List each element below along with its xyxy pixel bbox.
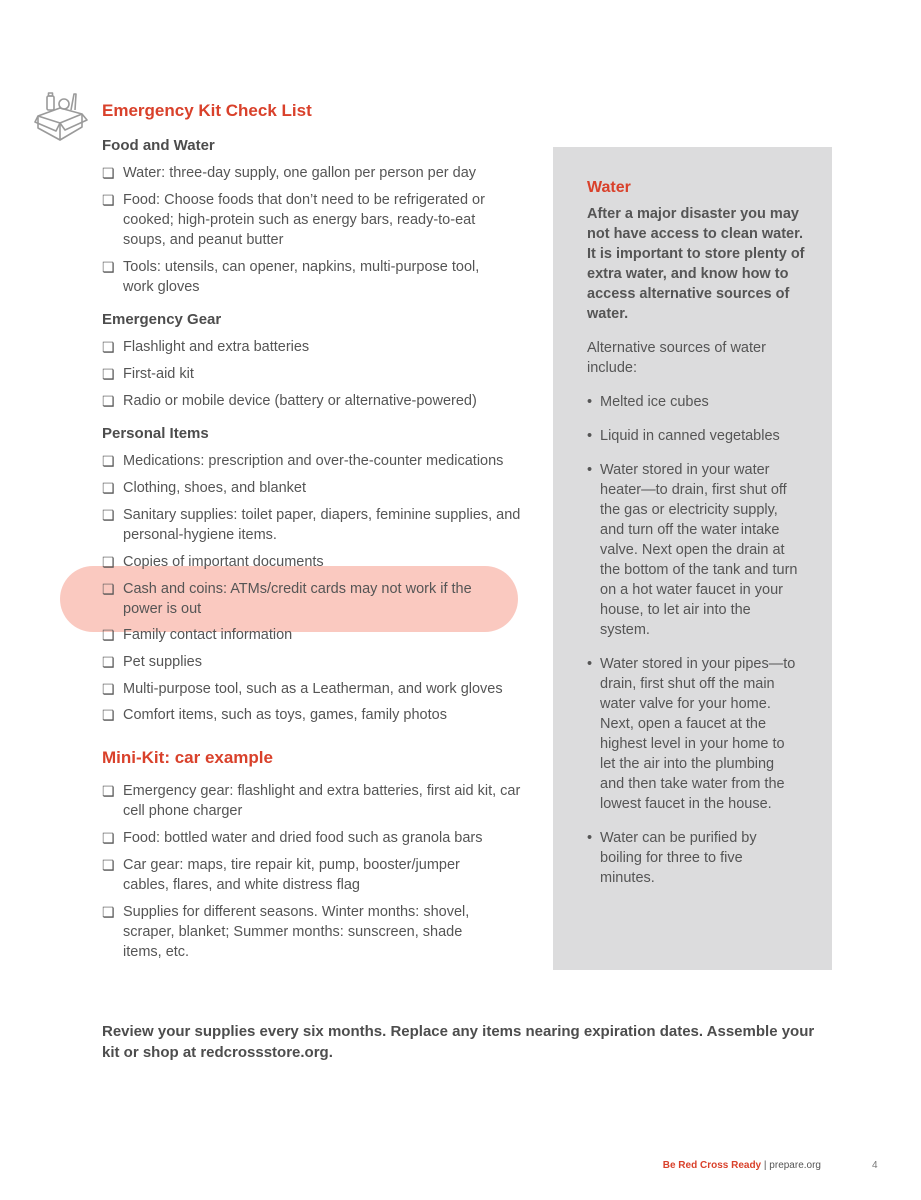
checkbox-icon: ❏ xyxy=(102,339,115,355)
checklist-item: ❏ Copies of important documents xyxy=(102,554,324,570)
section-heading-food-water: Food and Water xyxy=(102,137,215,154)
checklist-item: ❏ Pet supplies xyxy=(102,654,202,670)
checklist-item: ❏ Tools: utensils, can opener, napkins, multi-purpose tool, work gloves xyxy=(102,259,480,295)
checklist-item: ❏ Food: Choose foods that don’t need to be refrigerated or cooked; high-protein such as energy bars, ready-to-eat soups, and peanut butter xyxy=(102,192,485,248)
checkbox-icon: ❏ xyxy=(102,707,115,723)
checkbox-icon: ❏ xyxy=(102,453,115,469)
footer-separator: | xyxy=(763,1160,767,1171)
checklist-item: ❏ Clothing, shoes, and blanket xyxy=(102,480,306,496)
checklist-item: ❏ Water: three-day supply, one gallon per person per day xyxy=(102,165,477,181)
checkbox-icon: ❏ xyxy=(102,857,115,873)
checklist-item: ❏ Car gear: maps, tire repair kit, pump, booster/jumper cables, flares, and white distress flag xyxy=(102,857,460,893)
checklist-item: ❏ Emergency gear: flashlight and extra batteries, first aid kit, car cell phone charger xyxy=(102,783,521,819)
checklist-item: ❏ Medications: prescription and over-the-counter medications xyxy=(102,453,504,469)
checklist-item: ❏ Sanitary supplies: toilet paper, diapers, feminine supplies, and personal-hygiene items. xyxy=(102,507,521,543)
bullet-icon: • xyxy=(587,428,593,444)
sidebar-title: Water xyxy=(587,179,631,196)
checklist-item: ❏ Food: bottled water and dried food such as granola bars xyxy=(102,830,483,846)
checkbox-icon: ❏ xyxy=(102,507,115,523)
sidebar-bullet: • Water can be purified by boiling for three to five minutes. xyxy=(587,830,757,886)
checklist-item: ❏ Flashlight and extra batteries xyxy=(102,339,310,355)
checklist-item: ❏ Radio or mobile device (battery or alternative-powered) xyxy=(102,393,477,409)
review-note: Review your supplies every six months. Replace any items nearing expiration dates. Assemble your kit or shop at redcrossstore.org. xyxy=(102,1023,815,1061)
sidebar-bullet: • Water stored in your pipes—to drain, first shut off the main water valve for your home. Next, open a faucet at the highest level in your home to let the air into the plumbing and then take water from the lowest faucet in the house. xyxy=(587,656,796,812)
checklist-item: ❏ Multi-purpose tool, such as a Leatherman, and work gloves xyxy=(102,681,503,697)
checkbox-icon: ❏ xyxy=(102,366,115,382)
emergency-kit-box-icon xyxy=(34,90,90,146)
checkbox-icon: ❏ xyxy=(102,783,115,799)
checklist-item: ❏ First-aid kit xyxy=(102,366,194,382)
checkbox-icon: ❏ xyxy=(102,554,115,570)
checklist-item: ❏ Family contact information xyxy=(102,627,293,643)
bullet-icon: • xyxy=(587,462,593,478)
checkbox-icon: ❏ xyxy=(102,681,115,697)
section-heading-emergency-gear: Emergency Gear xyxy=(102,311,222,328)
checkbox-icon: ❏ xyxy=(102,904,115,920)
page-number: 4 xyxy=(872,1160,878,1171)
bullet-icon: • xyxy=(587,656,593,672)
checkbox-icon: ❏ xyxy=(102,830,115,846)
bullet-icon: • xyxy=(587,394,593,410)
footer-site: prepare.org xyxy=(769,1160,821,1171)
checkbox-icon: ❏ xyxy=(102,259,115,275)
checkbox-icon: ❏ xyxy=(102,581,115,597)
footer-brand: Be Red Cross Ready xyxy=(662,1160,762,1171)
checkbox-icon: ❏ xyxy=(102,165,115,181)
checklist-item: ❏ Supplies for different seasons. Winter months: shovel, scraper, blanket; Summer months: sunscreen, shade items, etc. xyxy=(102,904,470,960)
page-title: Emergency Kit Check List xyxy=(102,101,312,120)
sidebar-bullet: • Melted ice cubes xyxy=(587,394,709,410)
sidebar-alt-label: Alternative sources of water include: xyxy=(587,340,766,376)
bullet-icon: • xyxy=(587,830,593,846)
checkbox-icon: ❏ xyxy=(102,627,115,643)
footer xyxy=(663,1160,821,1171)
water-sidebar xyxy=(553,147,832,970)
checkbox-icon: ❏ xyxy=(102,480,115,496)
checkbox-icon: ❏ xyxy=(102,393,115,409)
checkbox-icon: ❏ xyxy=(102,654,115,670)
section-heading-personal-items: Personal Items xyxy=(102,425,209,442)
sidebar-bullet: • Liquid in canned vegetables xyxy=(587,428,780,444)
checklist-item: ❏ Cash and coins: ATMs/credit cards may not work if the power is out xyxy=(102,581,472,617)
sidebar-bullet: • Water stored in your water heater—to drain, first shut off the gas or electricity supply, and turn off the water intake valve. Next open the drain at the bottom of the tank and turn on a hot water faucet in your house, to let air into the system. xyxy=(587,462,798,638)
sidebar-intro: After a major disaster you may not have access to clean water. It is important to store plenty of extra water, and know how to access alternative sources of water. xyxy=(587,206,805,322)
checkbox-icon: ❏ xyxy=(102,192,115,208)
checklist-item: ❏ Comfort items, such as toys, games, family photos xyxy=(102,707,447,723)
mini-kit-title: Mini-Kit: car example xyxy=(102,748,273,767)
